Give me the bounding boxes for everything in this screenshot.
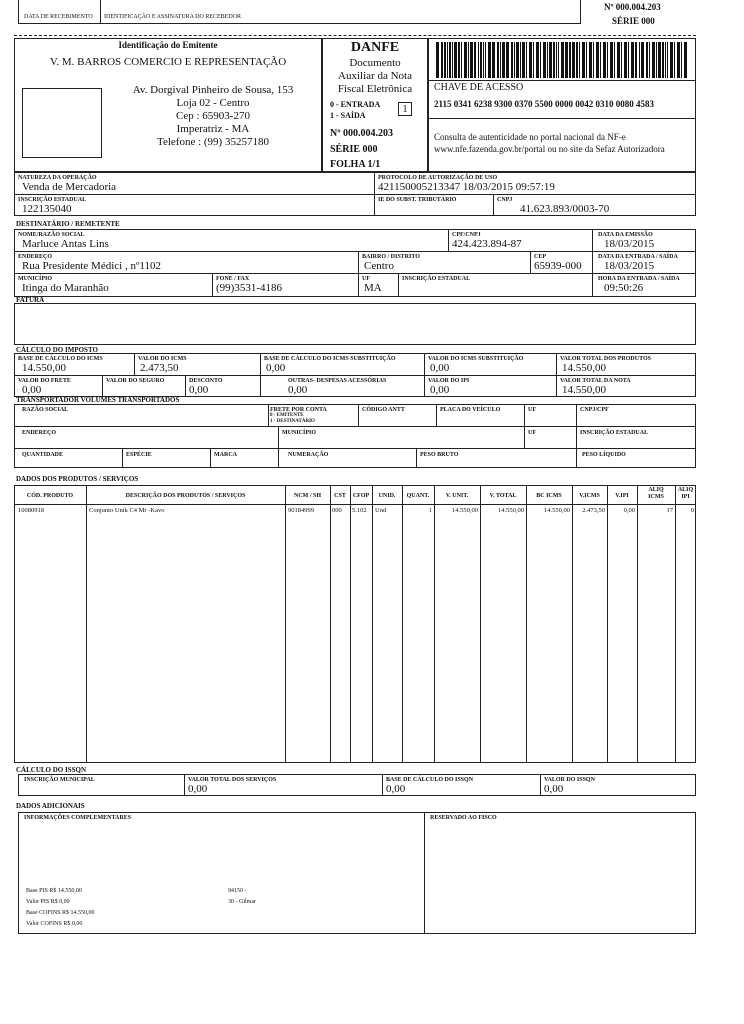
dest-nome: Marluce Antas Lins — [22, 238, 109, 250]
th-vicms: V.ICMS — [579, 493, 600, 499]
produtos-table — [14, 485, 696, 763]
issqn-valor: 0,00 — [544, 783, 564, 795]
info-line: Base PIS R$ 14.550,00 — [26, 888, 82, 894]
th-aliq-icms-2: ICMS — [648, 494, 664, 500]
total-prod: 14.550,00 — [562, 362, 606, 374]
transp-municipio-label: MUNICÍPIO — [282, 430, 316, 436]
icms: 2.473,50 — [140, 362, 179, 374]
info-side-2: 30 - Gilmar — [228, 899, 256, 905]
dest-cep: 65939-000 — [534, 260, 582, 272]
dest-endereco: Rua Presidente Médici , nº1102 — [22, 260, 161, 272]
column-separator — [285, 485, 286, 763]
dest-nome-label: NOME/RAZÃO SOCIAL — [18, 232, 85, 238]
adicionais-section: DADOS ADICIONAIS — [16, 802, 85, 810]
issqn-section: CÁLCULO DO ISSQN — [16, 766, 87, 774]
protocolo-label: PROTOCOLO DE AUTORIZAÇÃO DE USO — [378, 175, 498, 181]
emitente-nome: V. M. BARROS COMERCIO E REPRESENTAÇÃO — [49, 56, 287, 68]
fatura-section: FATURA — [16, 296, 45, 304]
transp-antt-label: CÓDIGO ANTT — [362, 407, 405, 413]
dest-cep-label: CEP — [534, 254, 546, 260]
cell-vipi: 0,00 — [623, 507, 635, 514]
emitente-cep: Cep : 65903-270 — [176, 110, 250, 122]
transp-cnpj-label: CNPJ/CPF — [580, 407, 609, 413]
cnpj-value: 41.623.893/0003-70 — [520, 203, 610, 215]
dest-municipio-label: MUNICÍPIO — [18, 276, 52, 282]
transportador-box — [14, 404, 696, 468]
outras-label: OUTRAS- DESPESAS ACESSÓRIAS — [288, 378, 387, 384]
ie-label: INSCRIÇÃO ESTADUAL — [18, 197, 87, 203]
transp-qtd-label: QUANTIDADE — [22, 452, 64, 458]
th-quant: QUANT. — [406, 493, 430, 499]
ipi: 0,00 — [430, 384, 450, 396]
data-recebimento-label: DATA DE RECEBIMENTO — [24, 14, 93, 20]
th-cfop: CFOP — [352, 493, 370, 499]
dest-municipio: Itinga do Maranhão — [22, 282, 109, 294]
cell-vtotal: 14.550,00 — [498, 507, 524, 514]
column-separator — [350, 485, 351, 763]
total-nota: 14.550,00 — [562, 384, 606, 396]
emitente-telefone: Telefone : (99) 35257180 — [157, 136, 269, 148]
issqn-bc: 0,00 — [386, 783, 406, 795]
transp-endereco-label: ENDEREÇO — [22, 430, 57, 436]
dest-entrada-label: DATA DA ENTRADA / SAÍDA — [598, 254, 678, 260]
th-aliq-icms-1: ALIQ — [648, 487, 664, 493]
transp-peso-bruto-label: PESO BRUTO — [420, 452, 459, 458]
transp-marca-label: MARCA — [214, 452, 237, 458]
transportador-section: TRANSPORTADOR VOLUMES TRANSPORTADOS — [16, 396, 180, 404]
column-separator — [86, 485, 87, 763]
column-separator — [434, 485, 435, 763]
dest-endereco-label: ENDEREÇO — [18, 254, 53, 260]
chave-valor: 2115 0341 6238 9300 0370 5500 0000 0042 0310 0080 4583 — [434, 99, 655, 109]
info-line: Base COFINS R$ 14.550,00 — [26, 910, 95, 916]
ie-st-label: IE DO SUBST. TRIBUTÁRIO — [378, 197, 457, 203]
dest-uf: MA — [364, 282, 382, 294]
column-separator — [637, 485, 638, 763]
desconto-label: DESCONTO — [189, 378, 223, 384]
cell-vicms: 2.473,50 — [582, 507, 605, 514]
column-separator — [372, 485, 373, 763]
transp-frete-opt0: 0 - EMITENTE — [270, 413, 304, 418]
transp-uf-label: UF — [528, 407, 536, 413]
danfe-linha3: Fiscal Eletrônica — [337, 83, 413, 95]
canhoto-serie: SÉRIE 000 — [612, 16, 655, 26]
ipi-label: VALOR DO IPI — [428, 378, 470, 384]
outras: 0,00 — [288, 384, 308, 396]
issqn-valor-label: VALOR DO ISSQN — [544, 777, 595, 783]
dest-hora: 09:50:26 — [604, 282, 644, 294]
cell-cod: 10080918 — [18, 507, 44, 514]
transp-frete-label: FRETE POR CONTA — [270, 407, 327, 413]
transp-frete-opt1: 1 - DESTINATÁRIO — [270, 419, 315, 424]
reservado-fisco-label: RESERVADO AO FISCO — [430, 815, 497, 821]
cnpj-label: CNPJ — [497, 197, 513, 203]
danfe-linha1: Documento — [349, 57, 401, 69]
canhoto-cut-line — [14, 35, 696, 36]
th-vipi: V.IPI — [615, 493, 629, 499]
danfe-linha2: Auxiliar da Nota — [338, 70, 412, 82]
cell-aliq-icms: 17 — [666, 507, 673, 514]
cell-bcicms: 14.550,00 — [544, 507, 570, 514]
ie-value: 122135040 — [22, 203, 72, 215]
danfe-folha: FOLHA 1/1 — [330, 159, 381, 170]
issqn-im-label: INSCRIÇÃO MUNICIPAL — [24, 777, 95, 783]
dest-hora-label: HORA DA ENTRADA / SAÍDA — [598, 276, 680, 282]
danfe-numero: Nº 000.004.203 — [330, 128, 394, 139]
desconto: 0,00 — [189, 384, 209, 396]
bc-st: 0,00 — [266, 362, 286, 374]
issqn-bc-label: BASE DE CÁLCULO DO ISSQN — [386, 777, 474, 783]
th-aliq-ipi-1: ALIQ — [677, 487, 694, 493]
dest-cpf: 424.423.894-87 — [452, 238, 522, 250]
dest-fone: (99)3531-4186 — [216, 282, 282, 294]
icms-st: 0,00 — [430, 362, 450, 374]
icms-label: VALOR DO ICMS — [138, 356, 187, 362]
transp-numeracao-label: NUMERAÇÃO — [288, 452, 329, 458]
natureza-value: Venda de Mercadoria — [22, 181, 117, 193]
canhoto-numero: Nº 000.004.203 — [604, 2, 661, 12]
th-bcicms: BC ICMS — [536, 493, 562, 499]
column-separator — [480, 485, 481, 763]
info-side-1: 94150 - — [228, 888, 247, 894]
bc-icms-label: BASE DE CÁLCULO DO ICMS — [18, 356, 103, 362]
transp-placa-label: PLACA DO VEÍCULO — [440, 407, 501, 413]
logo-placeholder — [22, 88, 102, 158]
fatura-box — [14, 303, 696, 345]
transp-ie-label: INSCRIÇÃO ESTADUAL — [580, 430, 649, 436]
emitente-endereco: Av. Dorgival Pinheiro de Sousa, 153 — [132, 84, 294, 96]
th-desc: DESCRIÇÃO DOS PRODUTOS / SERVIÇOS — [125, 493, 246, 499]
th-ncm: NCM / SH — [294, 493, 321, 499]
dest-emissao: 18/03/2015 — [604, 238, 655, 250]
cell-quant: 1 — [428, 507, 432, 514]
chave-label: CHAVE DE ACESSO — [434, 82, 524, 93]
frete-label: VALOR DO FRETE — [18, 378, 71, 384]
issqn-servicos-label: VALOR TOTAL DOS SERVIÇOS — [188, 777, 277, 783]
transp-especie-label: ESPÉCIE — [126, 452, 152, 458]
cell-cst: 000 — [332, 507, 342, 514]
column-separator — [675, 485, 676, 763]
dest-emissao-label: DATA DA EMISSÃO — [598, 232, 653, 238]
chave-consulta-1: Consulta de autenticidade no portal nacional da NF-e — [434, 132, 626, 142]
identificacao-label: IDENTIFICAÇÃO E ASSINATURA DO RECEBEDOR — [104, 14, 242, 20]
column-separator — [330, 485, 331, 763]
total-prod-label: VALOR TOTAL DOS PRODUTOS — [560, 356, 651, 362]
emitente-complemento: Loja 02 - Centro — [176, 97, 250, 109]
th-aliq-ipi-2: IPI — [681, 494, 690, 500]
bc-icms: 14.550,00 — [22, 362, 66, 374]
transp-peso-liquido-label: PESO LÍQUIDO — [582, 452, 626, 458]
dest-cpf-label: CPF/CNPJ — [452, 232, 481, 238]
imposto-section: CÁLCULO DO IMPOSTO — [16, 346, 98, 354]
transp-uf2-label: UF — [528, 430, 536, 436]
column-separator — [402, 485, 403, 763]
th-cod: CÓD. PRODUTO — [26, 493, 74, 499]
adicionais-box — [18, 812, 696, 934]
frete: 0,00 — [22, 384, 42, 396]
danfe-title: DANFE — [350, 40, 400, 55]
cell-aliq-ipi: 0 — [690, 507, 694, 514]
danfe-tipo-box: 1 — [398, 102, 412, 116]
emitente-cidade: Imperatriz - MA — [176, 123, 250, 135]
th-unid: UNID. — [378, 493, 396, 499]
cell-ncm: 90184999 — [288, 507, 314, 514]
seguro-label: VALOR DO SEGURO — [106, 378, 165, 384]
dest-ie-label: INSCRIÇÃO ESTADUAL — [402, 276, 471, 282]
barcode — [434, 42, 690, 78]
issqn-servicos: 0,00 — [188, 783, 208, 795]
cell-cfop: 5.102 — [352, 507, 367, 514]
emitente-header: Identificação do Emitente — [118, 40, 218, 50]
column-separator — [607, 485, 608, 763]
natureza-label: NATUREZA DA OPERAÇÃO — [18, 175, 97, 181]
danfe-entrada: 0 - ENTRADA — [330, 100, 381, 109]
bc-st-label: BASE DE CÁLCULO DO ICMS SUBSTITUIÇÃO — [264, 356, 396, 362]
transp-razao-label: RAZÃO SOCIAL — [22, 407, 69, 413]
chave-consulta-2: www.nfe.fazenda.gov.br/portal ou no site da Sefaz Autorizadora — [434, 144, 665, 154]
th-vunit: V. UNIT. — [445, 493, 469, 499]
produtos-section: DADOS DOS PRODUTOS / SERVIÇOS — [16, 475, 139, 483]
dest-uf-label: UF — [362, 276, 370, 282]
th-vtotal: V. TOTAL — [489, 493, 517, 499]
dest-bairro: Centro — [364, 260, 394, 272]
danfe-serie: SÉRIE 000 — [330, 144, 378, 155]
canhoto-box — [18, 0, 581, 24]
info-line: Valor COFINS R$ 0,00 — [26, 921, 83, 927]
column-separator — [526, 485, 527, 763]
cell-desc: Conjunto Unik C4 Mr -Kavo — [89, 507, 165, 514]
dest-entrada: 18/03/2015 — [604, 260, 655, 272]
danfe-saida: 1 - SAÍDA — [330, 111, 366, 120]
cell-vunit: 14.550,00 — [452, 507, 478, 514]
cell-unid: Und — [375, 507, 387, 514]
icms-st-label: VALOR DO ICMS SUBSTITUIÇÃO — [428, 356, 524, 362]
column-separator — [572, 485, 573, 763]
dest-bairro-label: BAIRRO / DISTRITO — [362, 254, 420, 260]
dest-fone-label: FONE / FAX — [216, 276, 250, 282]
info-line: Valor PIS R$ 0,00 — [26, 899, 70, 905]
total-nota-label: VALOR TOTAL DA NOTA — [560, 378, 631, 384]
destinatario-section: DESTINATÁRIO / REMETENTE — [16, 220, 120, 228]
th-cst: CST — [334, 493, 346, 499]
protocolo-value: 421150005213347 18/03/2015 09:57:19 — [378, 181, 555, 193]
info-complementares-label: INFORMAÇÕES COMPLEMENTARES — [24, 815, 132, 821]
